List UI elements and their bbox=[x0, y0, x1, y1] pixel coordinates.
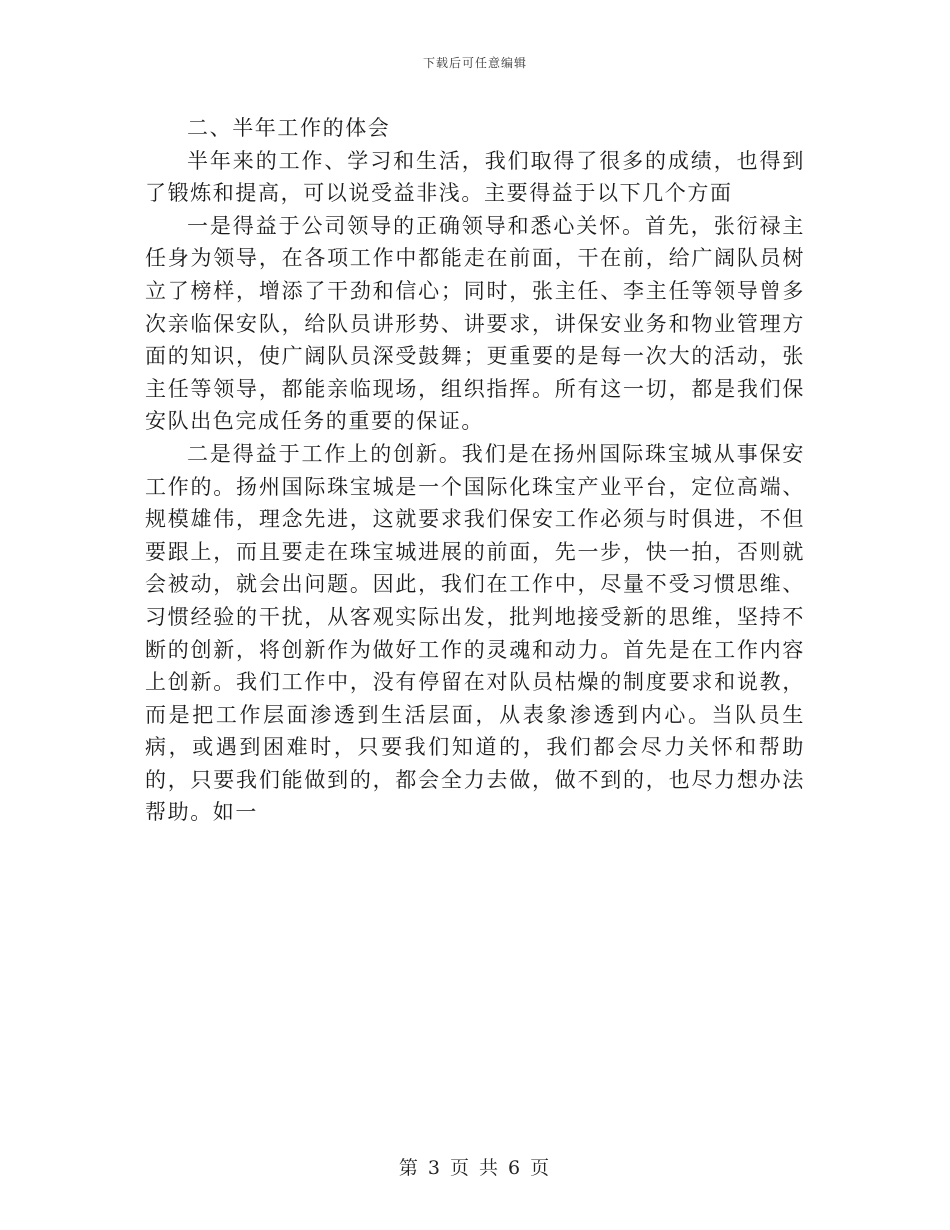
paragraph-3: 二是得益于工作上的创新。我们是在扬州国际珠宝城从事保安工作的。扬州国际珠宝城是一个国际化珠宝产业平台，定位高端、规模雄伟，理念先进，这就要求我们保安工作必须与时俱进，不但要跟上，而且要走在珠宝城进展的前面，先一步，快一拍，否则就会被动，就会出问题。因此，我们在工作中，尽量不受习惯思维、习惯经验的干扰，从客观实际出发，批判地接受新的思维，坚持不断的创新，将创新作为做好工作的灵魂和动力。首先是在工作内容上创新。我们工作中，没有停留在对队员枯燥的制度要求和说教，而是把工作层面渗透到生活层面，从表象渗透到内心。当队员生病，或遇到困难时，只要我们知道的，我们都会尽力关怀和帮助的，只要我们能做到的，都会全力去做，做不到的，也尽力想办法帮助。如一 bbox=[145, 441, 805, 825]
header-note: 下载后可任意编辑 bbox=[422, 56, 527, 70]
paragraph-2: 一是得益于公司领导的正确领导和悉心关怀。首先，张衍禄主任身为领导，在各项工作中都能走在前面，干在前，给广阔队员树立了榜样，增添了干劲和信心；同时，张主任、李主任等领导曾多次亲临保安队，给队员讲形势、讲要求，讲保安业务和物业管理方面的知识，使广阔队员深受鼓舞；更重要的是每一次大的活动，张主任等领导，都能亲临现场，组织指挥。所有这一切，都是我们保安队出色完成任务的重要的保证。 bbox=[145, 213, 805, 434]
document-body bbox=[145, 112, 805, 829]
page-number: 第 3 页 共 6 页 bbox=[398, 1157, 552, 1179]
section-heading: 二、半年工作的体会 bbox=[187, 116, 391, 140]
paragraph-1: 半年来的工作、学习和生活，我们取得了很多的成绩，也得到了锻炼和提高，可以说受益非浅。主要得益于以下几个方面 bbox=[145, 148, 805, 206]
